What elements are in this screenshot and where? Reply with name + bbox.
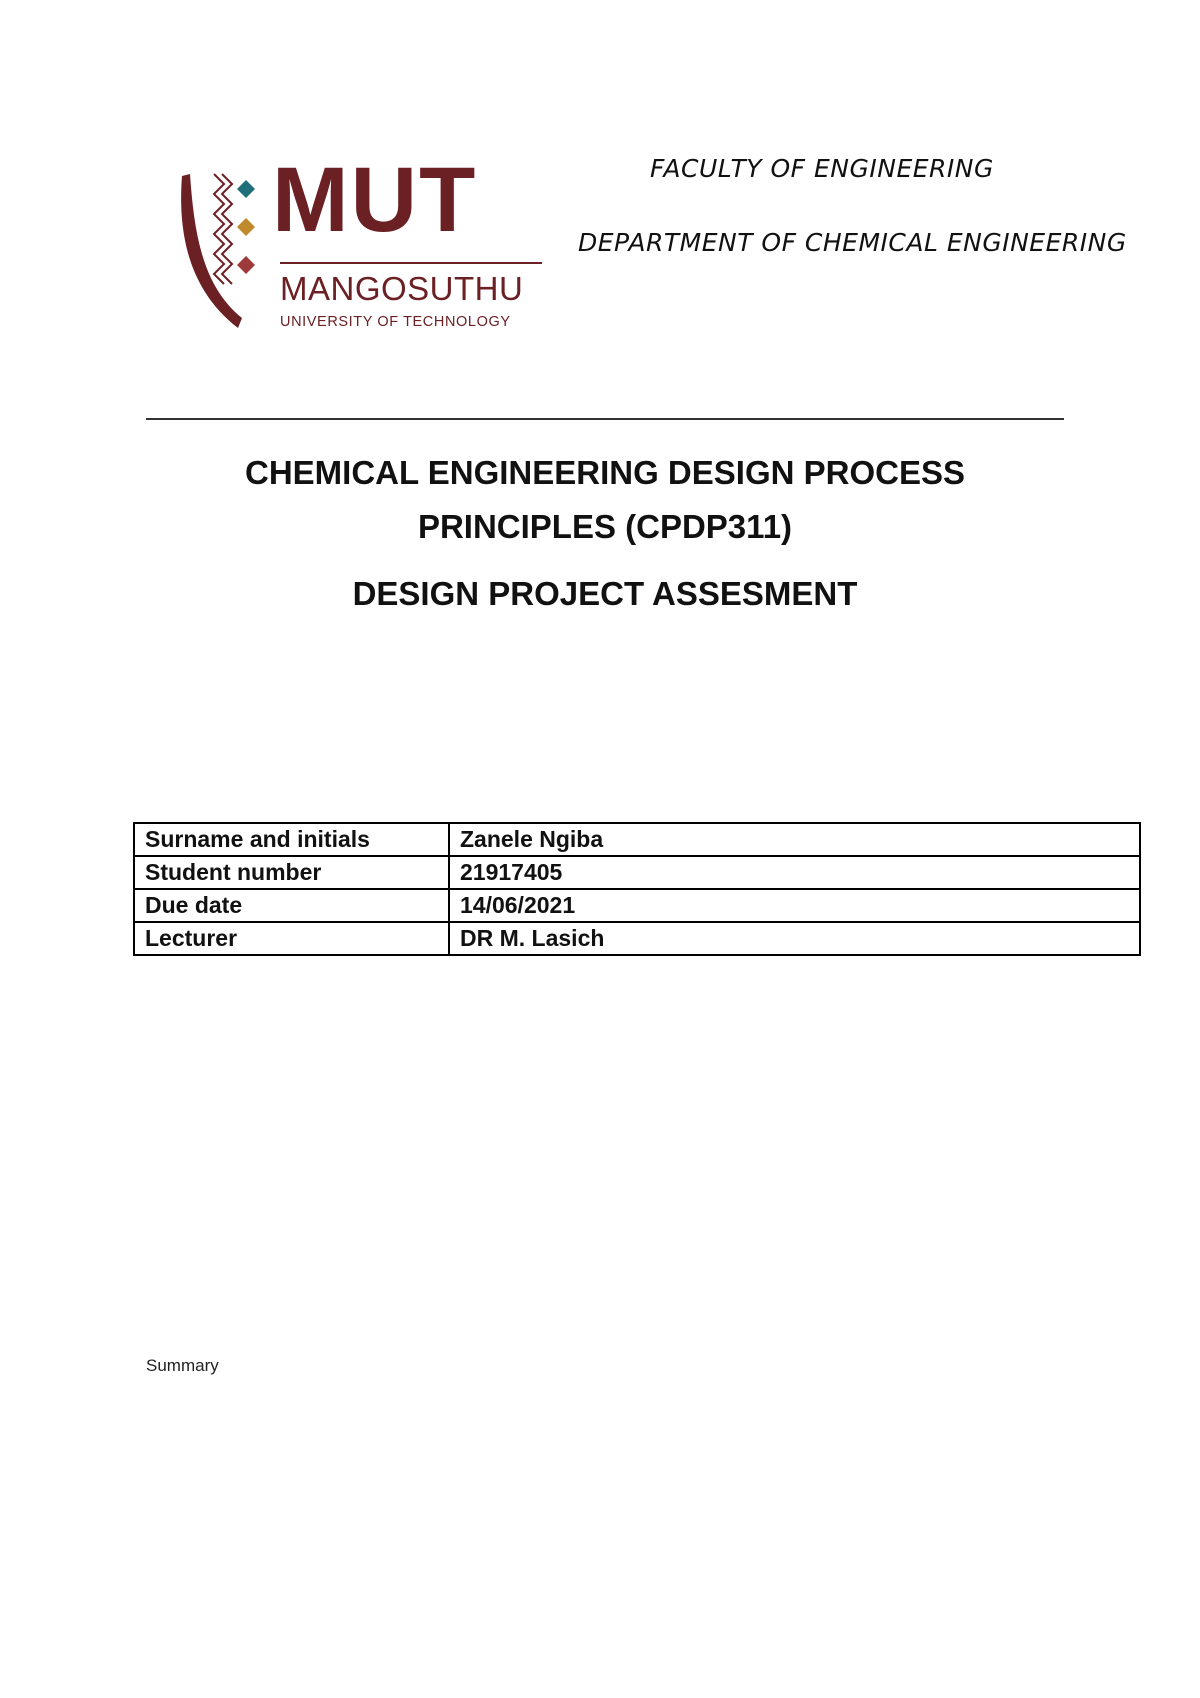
- table-row: [134, 856, 1140, 889]
- row-label: Student number: [134, 856, 449, 889]
- summary-heading: Summary: [146, 1356, 219, 1375]
- assessment-title: DESIGN PROJECT ASSESMENT: [352, 575, 858, 612]
- row-label: Surname and initials: [134, 823, 449, 856]
- row-value: 21917405: [449, 856, 1140, 889]
- logo-subtitle: UNIVERSITY OF TECHNOLOGY: [280, 314, 511, 330]
- course-title-line-1: CHEMICAL ENGINEERING DESIGN PROCESS: [245, 454, 965, 491]
- row-value: 14/06/2021: [449, 889, 1140, 922]
- table-row: [134, 922, 1140, 955]
- title-block: [146, 446, 1064, 614]
- student-info-table: [133, 822, 1141, 956]
- logo-abbreviation: MUT: [272, 149, 478, 251]
- row-label: Lecturer: [134, 922, 449, 955]
- horizontal-divider: [146, 418, 1064, 420]
- course-title-line-2: PRINCIPLES (CPDP311): [417, 508, 793, 545]
- logo-name: MANGOSUTHU: [280, 270, 524, 307]
- university-logo: [176, 149, 546, 338]
- table-row: [134, 889, 1140, 922]
- row-value: DR M. Lasich: [449, 922, 1140, 955]
- row-label: Due date: [134, 889, 449, 922]
- table-row: [134, 823, 1140, 856]
- logo-divider: [280, 262, 542, 264]
- logo-emblem-icon: [176, 168, 266, 332]
- department-heading: DEPARTMENT OF CHEMICAL ENGINEERING: [578, 228, 1127, 257]
- faculty-heading: FACULTY OF ENGINEERING: [650, 154, 994, 183]
- row-value: Zanele Ngiba: [449, 823, 1140, 856]
